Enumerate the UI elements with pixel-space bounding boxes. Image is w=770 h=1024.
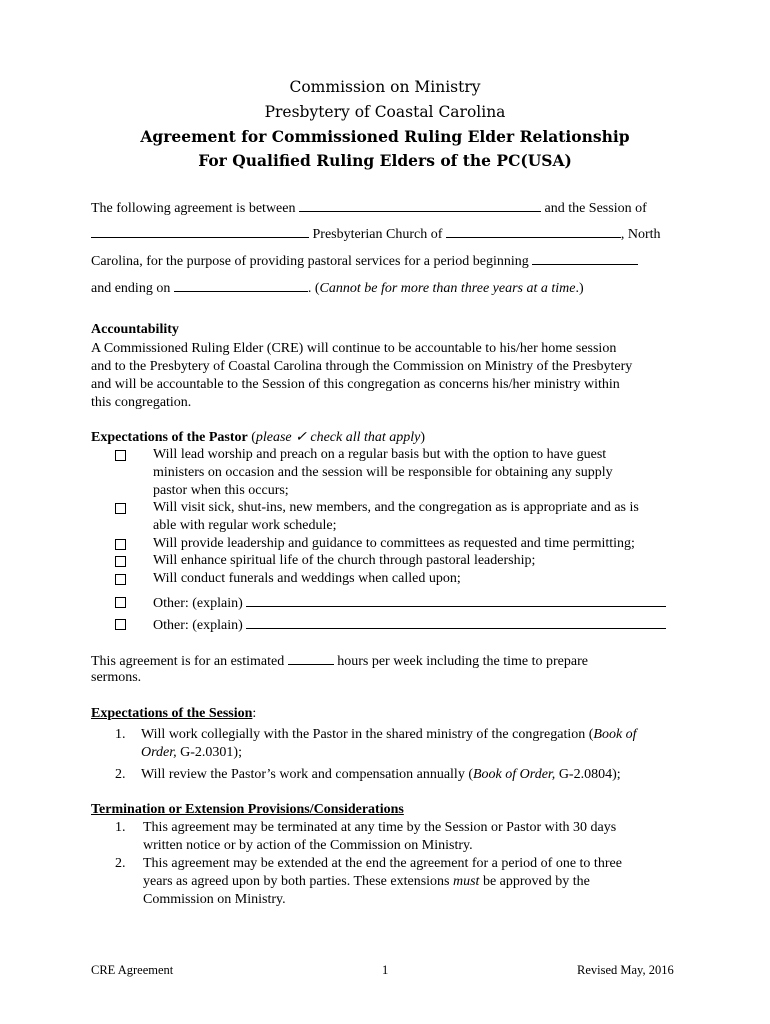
header-line-presbytery: Presbytery of Coastal Carolina	[264, 103, 506, 121]
list-number: 1.	[115, 727, 126, 742]
termination-heading: Termination or Extension Provisions/Considerations	[91, 802, 404, 817]
hours-line-2: sermons.	[91, 670, 142, 685]
accountability-heading: Accountability	[91, 322, 179, 337]
pastor-item-text: ministers on occasion and the session will be responsible for obtaining any supply	[153, 465, 613, 480]
accountability-line: and will be accountable to the Session of this congregation as concerns his/her ministry within	[91, 377, 620, 392]
pastor-item-text: Will enhance spiritual life of the church through pastoral leadership;	[153, 553, 536, 568]
footer-left: CRE Agreement	[91, 963, 174, 977]
session-item-1: Will work collegially with the Pastor in the shared ministry of the congregation (Book of	[141, 727, 637, 742]
list-number: 2.	[115, 767, 126, 782]
pastor-item-other-2: Other: (explain)	[153, 615, 666, 635]
pastor-item-text: Will provide leadership and guidance to committees as requested and time permitting;	[153, 536, 635, 551]
hours-field[interactable]	[288, 651, 334, 665]
document-subtitle: For Qualified Ruling Elders of the PC(USA)	[198, 151, 572, 170]
footer-right: Revised May, 2016	[577, 963, 674, 977]
checkbox-other-1[interactable]	[115, 597, 126, 608]
session-expectations-heading: Expectations of the Session:	[91, 706, 257, 721]
checkbox-funerals-weddings[interactable]	[115, 574, 126, 585]
accountability-line: A Commissioned Ruling Elder (CRE) will continue to be accountable to his/her home session	[91, 341, 617, 356]
pastor-name-field[interactable]	[299, 198, 541, 212]
other-explain-field-1[interactable]	[246, 593, 666, 607]
accountability-line: this congregation.	[91, 395, 192, 410]
pastor-item-text: Will visit sick, shut-ins, new members, and the congregation as is appropriate and as is	[153, 500, 639, 515]
checkbox-spiritual-life[interactable]	[115, 556, 126, 567]
agreement-line-4: and ending on . (Cannot be for more than three years at a time.)	[91, 278, 584, 298]
termination-item-2: This agreement may be extended at the end the agreement for a period of one to three	[143, 856, 622, 871]
document-title: Agreement for Commissioned Ruling Elder Relationship	[140, 127, 630, 146]
church-name-field[interactable]	[91, 224, 309, 238]
accountability-line: and to the Presbytery of Coastal Carolina through the Commission on Ministry of the Presbytery	[91, 359, 633, 374]
list-number: 1.	[115, 820, 126, 835]
agreement-line-2: Presbyterian Church of , North	[91, 224, 661, 244]
start-date-field[interactable]	[532, 251, 638, 265]
header-line-commission: Commission on Ministry	[289, 78, 481, 96]
agreement-line-3: Carolina, for the purpose of providing pastoral services for a period beginning	[91, 251, 638, 271]
session-item-2: Will review the Pastor’s work and compensation annually (Book of Order, G-2.0804);	[141, 767, 621, 782]
termination-item-2-cont: Commission on Ministry.	[143, 892, 286, 907]
pastor-item-other-1: Other: (explain)	[153, 593, 666, 613]
checkbox-lead-worship[interactable]	[115, 450, 126, 461]
other-explain-field-2[interactable]	[246, 615, 666, 629]
pastor-item-text: Will lead worship and preach on a regular basis but with the option to have guest	[153, 447, 607, 462]
list-number: 2.	[115, 856, 126, 871]
checkbox-visit-sick[interactable]	[115, 503, 126, 514]
pastor-item-text: able with regular work schedule;	[153, 518, 337, 533]
checkbox-leadership[interactable]	[115, 539, 126, 550]
termination-item-1: This agreement may be terminated at any time by the Session or Pastor with 30 days	[143, 820, 617, 835]
end-date-field[interactable]	[174, 278, 308, 292]
pastor-item-text: pastor when this occurs;	[153, 483, 289, 498]
pastor-expectations-heading: Expectations of the Pastor (please ✓ check all that apply)	[91, 430, 426, 445]
session-item-1-cont: Order, G-2.0301);	[141, 745, 242, 760]
hours-line: This agreement is for an estimated hours per week including the time to prepare	[91, 651, 588, 671]
pastor-item-text: Will conduct funerals and weddings when called upon;	[153, 571, 461, 586]
agreement-line-1: The following agreement is between and the Session of	[91, 198, 647, 218]
termination-item-1-cont: written notice or by action of the Commission on Ministry.	[143, 838, 473, 853]
checkbox-other-2[interactable]	[115, 619, 126, 630]
city-field[interactable]	[446, 224, 621, 238]
page-number: 1	[382, 963, 389, 977]
termination-item-2-cont: years as agreed upon by both parties. These extensions must be approved by the	[143, 874, 590, 889]
